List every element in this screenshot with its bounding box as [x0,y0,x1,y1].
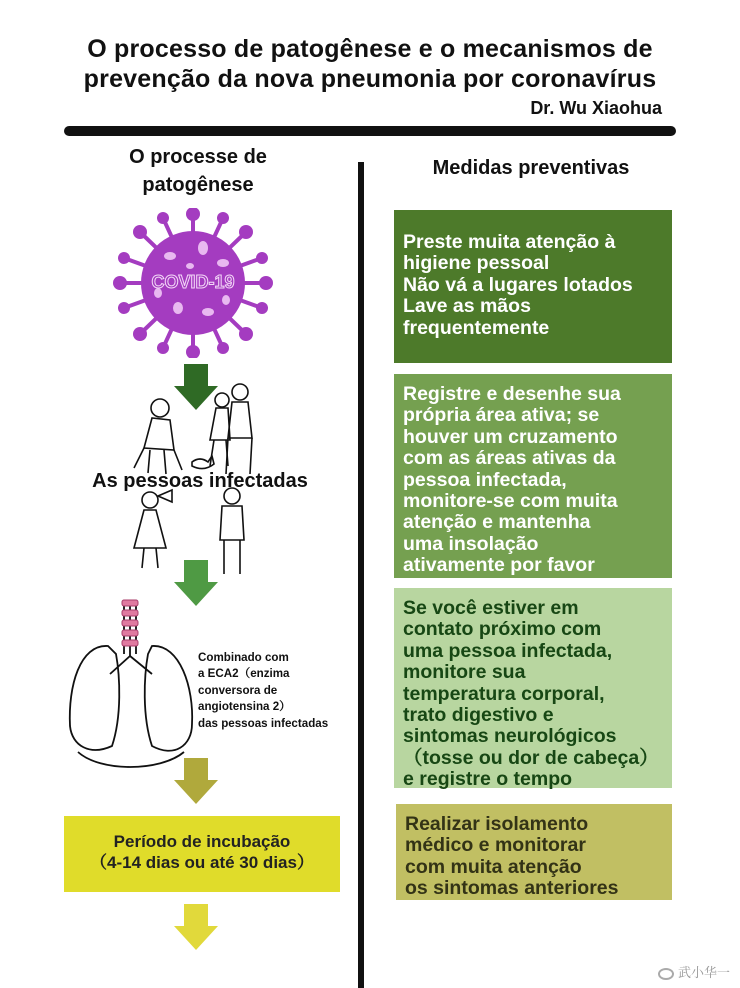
prevention-box-hygiene [394,210,672,363]
page-title [0,34,740,94]
column-divider [358,162,364,988]
author-name: Dr. Wu Xiaohua [530,98,662,118]
header-divider [64,126,676,136]
box2-line: ativamente por favor [403,554,595,577]
box2-line: própria área ativa; se [403,404,600,427]
box3-line: uma pessoa infectada, [403,639,613,662]
prevention-box-activity-area [394,374,672,578]
virus-illustration [108,208,278,358]
box2-line: Registre e desenhe sua [403,383,621,405]
box1-line: higiene pessoal [403,252,550,275]
watermark-text: 武小华一 [677,965,730,980]
box3-line: monitore sua [403,661,526,684]
box3-line: Se você estiver em [403,597,579,619]
left-heading-line-1: O processe de [129,146,267,168]
box3-line: trato digestivo e [403,704,554,727]
ace2-text-line-4: angiotensina 2） [198,700,291,714]
box4-line: médico e monitorar [405,834,586,857]
box1-line: Não vá a lugares lotados [403,273,633,296]
left-column-heading [108,143,288,199]
box1-line: Lave as mãos [403,295,531,318]
ace2-text-line-2: a ECA2（enzima [198,667,290,681]
box3-line: e registre o tempo [403,768,573,791]
title-line-1: O processo de patogênese e o mecanismos de [87,35,653,63]
virus-label: COVID-19 [151,272,235,292]
box2-line: uma insolação [403,532,539,555]
prevention-box-close-contact [394,588,672,791]
down-arrow-4 [174,904,218,952]
down-arrow-3 [174,758,218,806]
incubation-line-1: Período de incubação [113,832,291,851]
box3-line: temperatura corporal, [403,682,605,705]
box3-line: sintomas neurológicos [403,725,617,748]
lungs-illustration [60,596,200,776]
box2-line: monitore-se com muita [403,490,618,513]
box1-line: frequentemente [403,316,550,339]
box4-line: com muita atenção [405,855,582,878]
box3-line: （tosse ou dor de cabeça） [403,746,659,769]
title-line-2: prevenção da nova pneumonia por coronavírus [83,65,657,93]
box1-line: Preste muita atenção à [403,231,616,253]
ace2-binding-text [198,650,368,732]
incubation-period-box [64,816,340,892]
incubation-line-2: （4-14 dias ou até 30 dias） [90,853,314,872]
weibo-logo-icon [658,968,674,980]
left-heading-line-2: patogênese [142,174,254,196]
infected-people-label: As pessoas infectadas [92,470,308,492]
box4-line: Realizar isolamento [405,813,589,835]
box3-line: contato próximo com [403,618,602,641]
box4-line: os sintomas anteriores [405,877,619,900]
right-column-heading: Medidas preventivas [432,157,630,179]
prevention-box-isolation [396,804,672,900]
box2-line: pessoa infectada, [403,468,567,491]
ace2-text-line-5: das pessoas infectadas [198,716,329,730]
watermark [658,962,730,981]
ace2-text-line-3: conversora de [198,683,278,697]
box2-line: houver um cruzamento [403,425,618,448]
ace2-text-line-1: Combinado com [198,651,289,664]
box2-line: com as áreas ativas da [403,447,616,470]
box2-line: atenção e mantenha [403,511,591,534]
